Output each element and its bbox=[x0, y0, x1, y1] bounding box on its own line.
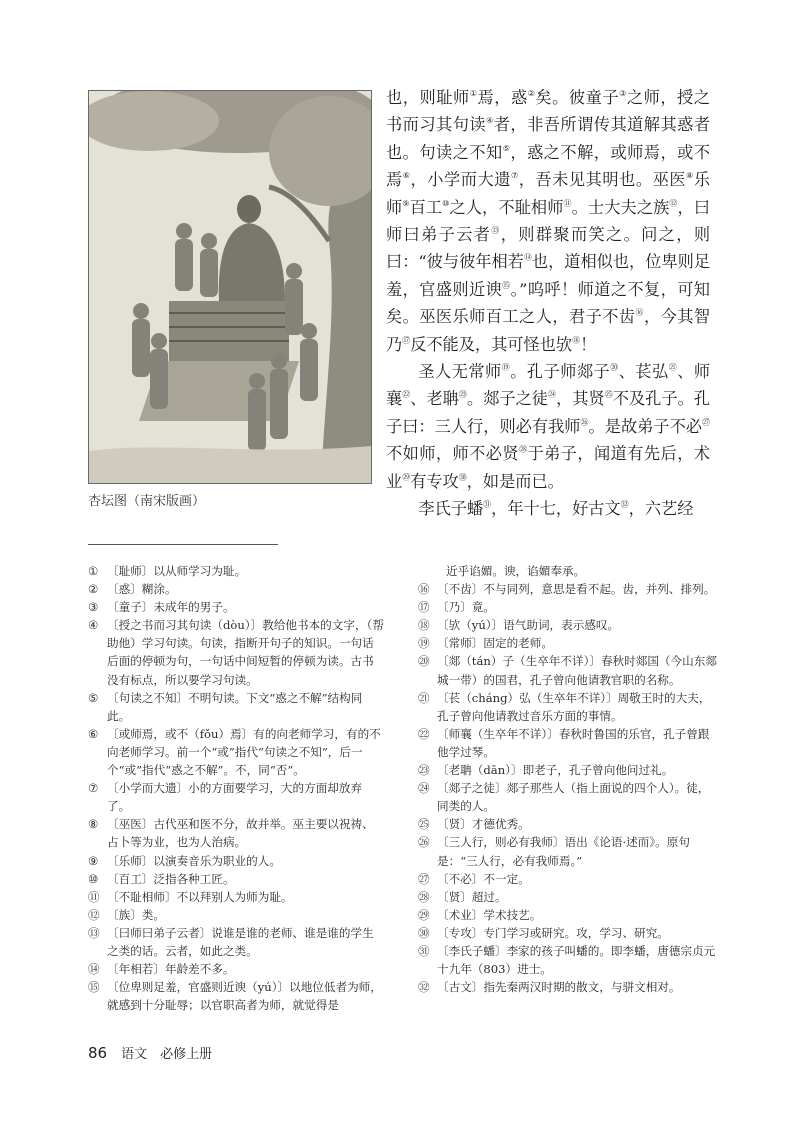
footnote-number: ⑭ bbox=[88, 962, 100, 977]
footnote-item bbox=[418, 634, 718, 652]
footnote-item bbox=[418, 888, 718, 906]
footnote-number: ㉒ bbox=[418, 726, 430, 741]
footnote-marker: ㉛ bbox=[483, 500, 492, 510]
footnote-text: 〔贤〕才德优秀。 bbox=[437, 817, 530, 832]
footnote-number: ⑪ bbox=[88, 889, 100, 904]
footnote-marker: ⑦ bbox=[510, 171, 519, 181]
text-segment: ，则群聚而笑之。问之，则曰：“彼与彼年相若 bbox=[386, 225, 711, 272]
text-segment: ，年十七，好古文 bbox=[491, 499, 621, 519]
footnote-text: 〔古文〕指先秦两汉时期的散文，与骈文相对。 bbox=[437, 980, 681, 995]
footnote-number: ㉓ bbox=[418, 763, 430, 778]
text-segment: ，曰师曰弟子云者 bbox=[386, 197, 711, 245]
footnote-text: 〔巫医〕古代巫和医不分，故并举。巫主要以祝祷、占卜等为业，也为人治病。 bbox=[107, 817, 374, 850]
text-segment: 于弟子，闻道有先后，术业 bbox=[386, 444, 711, 491]
text-segment: 乐师 bbox=[386, 170, 711, 217]
footnote-item bbox=[418, 652, 718, 688]
footnote-number: ⑤ bbox=[88, 690, 99, 705]
footnote-item bbox=[88, 598, 384, 616]
footnote-text: 〔不齿〕不与同列，意思是看不起。齿，并列、排列。 bbox=[437, 582, 716, 597]
footnote-text: 〔曰师曰弟子云者〕说谁是谁的老师、谁是谁的学生之类的话。云者，如此之类。 bbox=[107, 925, 374, 958]
footnote-text: 〔师襄（生卒年不详）〕春秋时鲁国的乐官，孔子曾跟他学过琴。 bbox=[437, 726, 710, 759]
footnote-marker: ㉓ bbox=[458, 390, 467, 400]
footnote-item bbox=[418, 580, 718, 598]
footnote-text: 〔句读之不知〕不明句读。下文“惑之不解”结构同此。 bbox=[107, 690, 363, 723]
footnote-text: 〔童子〕未成年的男子。 bbox=[107, 600, 235, 615]
footnote-marker: ⑮ bbox=[502, 280, 511, 290]
footnote-text: 〔三人行，则必有我师〕语出《论语·述而》。原句是：“三人行，必有我师焉。” bbox=[437, 835, 690, 868]
footnote-marker: ㉔ bbox=[548, 390, 557, 400]
footnote-marker: ⑳ bbox=[610, 363, 619, 373]
text-segment: ！ bbox=[580, 334, 597, 354]
footnote-marker: ⑱ bbox=[572, 335, 581, 345]
footnote-number: ㉕ bbox=[418, 817, 430, 832]
footnote-marker: ⑥ bbox=[402, 171, 411, 181]
footnote-number: ⑱ bbox=[418, 618, 430, 633]
footnote-number: ⑩ bbox=[88, 871, 99, 886]
footnote-text: 〔小学而大遗〕小的方面要学习，大的方面却放弃了。 bbox=[107, 781, 363, 814]
footnote-item bbox=[88, 815, 384, 851]
text-segment: ，如是而已。 bbox=[466, 471, 564, 491]
footnote-number: ④ bbox=[88, 618, 99, 633]
text-segment: ，六艺经 bbox=[628, 499, 694, 519]
text-segment: 反不能及，其可怪也欤 bbox=[410, 334, 573, 354]
footnote-marker: ② bbox=[527, 89, 536, 98]
footnote-number: ⑰ bbox=[418, 600, 430, 615]
text-segment: ，小学而大遗 bbox=[410, 170, 511, 190]
text-segment: 。士大夫之族 bbox=[571, 197, 670, 217]
footnote-continuation: 近乎谄媚。谀，谄媚奉承。 bbox=[446, 564, 586, 578]
footnote-number: ① bbox=[88, 564, 99, 578]
footnote-item bbox=[418, 725, 718, 761]
footnote-item bbox=[88, 616, 384, 688]
text-segment: 。是故弟子不必 bbox=[588, 416, 703, 436]
footnote-text: 〔或师焉，或不（fǒu）焉〕有的向老师学习，有的不向老师学习。前一个“或”指代“句读之不知”，后一个“或”指代“惑之不解”。不，同“否”。 bbox=[107, 726, 381, 778]
footnote-text: 〔苌（cháng）弘（生卒年不详）〕周敬王时的大夫，孔子曾向他请教过音乐方面的事情。 bbox=[437, 690, 711, 723]
text-segment: 不及孔子。孔子曰：三人行，则必有我师 bbox=[386, 389, 711, 436]
footnote-item bbox=[418, 942, 718, 978]
footnote-text: 〔乐师〕以演奏音乐为职业的人。 bbox=[107, 853, 281, 868]
footnote-marker: ⑲ bbox=[501, 363, 511, 373]
footnote-number: ⑬ bbox=[88, 925, 100, 940]
main-paragraph bbox=[386, 84, 710, 358]
footnote-number: ③ bbox=[88, 600, 99, 615]
footnote-text: 〔老聃（dān）〕即老子，孔子曾向他问过礼。 bbox=[437, 763, 674, 778]
text-segment: ，惑之不解，或师焉，或不焉 bbox=[386, 142, 711, 190]
footnote-marker: ㉒ bbox=[402, 390, 411, 400]
footnote-item bbox=[88, 978, 384, 1014]
footnote-item bbox=[88, 725, 384, 779]
text-segment: 矣。彼童子 bbox=[535, 88, 620, 107]
footnote-marker: ③ bbox=[619, 89, 627, 98]
footnote-text: 〔乃〕竟。 bbox=[437, 600, 495, 615]
footnote-number: ㉙ bbox=[418, 907, 430, 922]
footnote-item bbox=[418, 833, 718, 869]
book-title: 语文 必修上册 bbox=[121, 1047, 213, 1062]
footnote-marker: ㉕ bbox=[604, 390, 613, 400]
footnote-marker: ⑯ bbox=[635, 308, 644, 318]
footnotes-left-column bbox=[88, 562, 384, 1014]
footnote-marker: ㉜ bbox=[620, 500, 629, 510]
footnote-marker: ㉚ bbox=[458, 472, 467, 482]
text-segment: ，吾未见其明也。巫医 bbox=[518, 170, 687, 190]
footnote-item bbox=[418, 906, 718, 924]
footnote-item bbox=[88, 870, 384, 888]
footnote-item bbox=[88, 852, 384, 870]
footnote-text: 〔术业〕学术技艺。 bbox=[437, 907, 542, 922]
text-segment: 。孔子师郯子 bbox=[510, 362, 611, 382]
footnote-number: ⑧ bbox=[88, 817, 99, 832]
text-segment: 之人，不耻相师 bbox=[449, 197, 564, 217]
footnote-number: ㉖ bbox=[418, 835, 430, 850]
footnote-marker: ⑧ bbox=[686, 171, 694, 181]
text-segment: 、苌弘 bbox=[618, 362, 669, 382]
footnote-item bbox=[418, 761, 718, 779]
footnote-item bbox=[88, 924, 384, 960]
footnote-item bbox=[418, 689, 718, 725]
footnote-number: ㉘ bbox=[418, 889, 430, 904]
footnote-number: ㉛ bbox=[418, 943, 430, 958]
footnote-item bbox=[88, 960, 384, 978]
footnote-number: ⑯ bbox=[418, 582, 430, 597]
footnote-item bbox=[418, 870, 718, 888]
text-segment: 、老聃 bbox=[410, 389, 459, 409]
footnote-number: ⑮ bbox=[88, 980, 100, 995]
text-segment: ，今其智乃 bbox=[386, 307, 711, 354]
footnote-marker: ⑭ bbox=[523, 253, 532, 263]
text-segment: ，其贤 bbox=[556, 389, 605, 409]
footnote-text: 〔百工〕泛指各种工匠。 bbox=[107, 871, 235, 886]
footnote-marker: ㉑ bbox=[668, 363, 678, 373]
footnote-text: 〔专攻〕专门学习或研究。攻，学习、研究。 bbox=[437, 925, 669, 940]
footnote-number: ⑥ bbox=[88, 726, 99, 741]
text-segment: 也，则耻师 bbox=[386, 88, 470, 107]
footnote-number: ㉔ bbox=[418, 781, 430, 796]
text-segment: 不如师，师不必贤 bbox=[386, 444, 520, 464]
footnote-text: 〔贤〕超过。 bbox=[437, 889, 507, 904]
footnote-marker: ㉖ bbox=[580, 417, 589, 427]
main-paragraph bbox=[386, 358, 710, 495]
text-segment: 有专攻 bbox=[410, 471, 459, 491]
text-segment: 者，非吾所谓传其道解其惑者也。句读之不知 bbox=[386, 115, 711, 162]
footnote-text: 〔年相若〕年龄差不多。 bbox=[107, 962, 235, 977]
footnote-marker: ⑰ bbox=[402, 335, 411, 345]
footnote-item bbox=[418, 779, 718, 815]
footnote-item bbox=[418, 815, 718, 833]
footnote-text: 〔耻师〕以从师学习为耻。 bbox=[107, 564, 247, 578]
footnote-item bbox=[418, 978, 718, 996]
footnote-number: ⑦ bbox=[88, 781, 99, 796]
footnote-item bbox=[418, 598, 718, 616]
text-segment: 百工 bbox=[409, 197, 443, 217]
footnote-text: 〔不耻相师〕不以拜别人为师为耻。 bbox=[107, 889, 293, 904]
text-segment: 李氏子蟠 bbox=[418, 499, 484, 519]
footnote-text: 〔惑〕糊涂。 bbox=[107, 582, 177, 597]
footnote-marker: ㉙ bbox=[402, 472, 411, 482]
text-segment: 焉，惑 bbox=[477, 88, 528, 107]
footnote-item bbox=[88, 906, 384, 924]
footnote-text: 〔授之书而习其句读（dòu）〕教给他书本的文字，（帮助他）学习句读。句读，指断开句子的知识。一句话后面的停顿为句，一句话中间短暂的停顿为读。古书没有标点，所以要学习句读。 bbox=[107, 618, 384, 687]
footnote-number: ⑲ bbox=[418, 636, 430, 651]
footnote-item bbox=[418, 924, 718, 942]
footnote-text: 〔常师〕固定的老师。 bbox=[437, 636, 553, 651]
footnote-divider bbox=[88, 544, 278, 545]
woodcut-picture bbox=[89, 91, 371, 483]
main-text bbox=[386, 84, 710, 523]
footnote-number: ㉜ bbox=[418, 980, 430, 995]
footnote-number: ② bbox=[88, 582, 99, 597]
footnote-text: 〔郯子之徒〕郯子那些人（指上面说的四个人）。徒，同类的人。 bbox=[437, 781, 710, 814]
footnote-text: 〔郯（tán）子（生卒年不详）〕春秋时郯国（今山东郯城一带）的国君，孔子曾向他请教官职的名称。 bbox=[437, 654, 717, 687]
footnote-marker: ㉘ bbox=[519, 445, 528, 455]
footnote-marker: ⑪ bbox=[563, 198, 572, 208]
footnote-marker: ⑤ bbox=[502, 143, 511, 153]
footnote-item bbox=[88, 779, 384, 815]
figure-caption: 杏坛图（南宋版画） bbox=[88, 494, 206, 509]
footnote-number: ㉑ bbox=[418, 690, 430, 705]
text-segment: 。”呜呼！师道之不复，可知矣。巫医乐师百工之人，君子不齿 bbox=[386, 279, 710, 327]
footnote-text: 〔族〕类。 bbox=[107, 907, 165, 922]
footnote-text: 〔不必〕不一定。 bbox=[437, 871, 530, 886]
footnote-marker: ⑨ bbox=[402, 198, 410, 208]
footnote-number: ⑫ bbox=[88, 907, 100, 922]
footnote-marker: ① bbox=[469, 89, 478, 98]
footnote-number: ⑳ bbox=[418, 654, 430, 669]
footnote-item bbox=[418, 616, 718, 634]
footnote-item bbox=[88, 562, 384, 580]
main-paragraph bbox=[386, 495, 710, 522]
footnote-text: 〔李氏子蟠〕李家的孩子叫蟠的。即李蟠，唐德宗贞元十九年（803）进士。 bbox=[437, 943, 716, 977]
footnotes-right-column bbox=[418, 562, 718, 996]
footnote-item bbox=[88, 689, 384, 725]
text-segment: 之师，授之书而习其句读 bbox=[386, 88, 711, 135]
footnote-marker: ⑬ bbox=[491, 226, 501, 236]
text-segment: 圣人无常师 bbox=[418, 362, 502, 382]
footnote-number: ⑨ bbox=[88, 853, 99, 868]
footnote-item bbox=[88, 580, 384, 598]
page-footer bbox=[88, 1043, 212, 1062]
footnote-number: ㉗ bbox=[418, 871, 430, 886]
illustration-xingtan bbox=[88, 90, 372, 484]
footnote-text: 〔位卑则足羞，官盛则近谀（yú）〕以地位低者为师，就感到十分耻辱；以官职高者为师，就觉得是 bbox=[107, 980, 382, 1013]
page-number: 86 bbox=[88, 1044, 108, 1062]
footnote-item bbox=[88, 888, 384, 906]
text-segment: 也，道相似也，位卑则足羞，官盛则近谀 bbox=[386, 252, 711, 299]
footnote-text: 〔欤（yú）〕语气助词，表示感叹。 bbox=[437, 618, 620, 633]
text-segment: 、师襄 bbox=[386, 362, 711, 409]
footnote-marker: ⑫ bbox=[669, 198, 678, 208]
footnote-marker: ④ bbox=[486, 116, 494, 126]
text-segment: 。郯子之徒 bbox=[466, 389, 549, 409]
footnote-number: ㉚ bbox=[418, 925, 430, 940]
footnote-marker: ⑩ bbox=[442, 198, 450, 208]
footnote-marker: ㉗ bbox=[702, 417, 711, 427]
